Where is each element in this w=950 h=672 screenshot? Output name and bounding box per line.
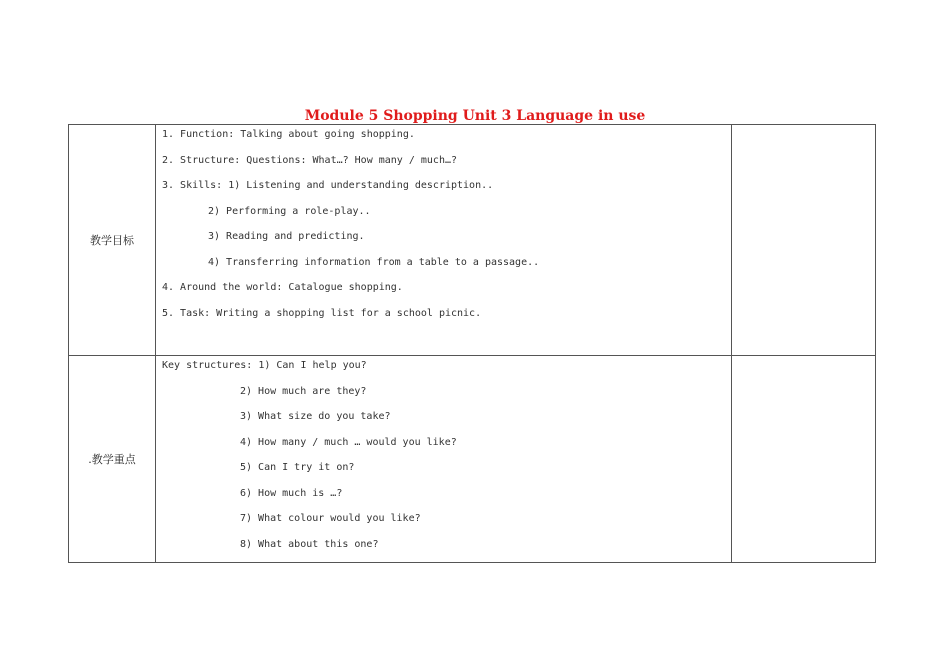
lesson-plan-table <box>68 124 876 563</box>
key-points-cell <box>156 356 732 563</box>
list-item: 3) What size do you take? <box>240 411 391 422</box>
list-item: 2. Structure: Questions: What…? How many / much…? <box>162 154 458 166</box>
document-title: Module 5 Shopping Unit 3 Language in use <box>304 108 646 124</box>
list-item: 1. Function: Talking about going shopping. <box>162 129 415 140</box>
notes-cell <box>732 125 876 356</box>
table-row <box>69 125 876 356</box>
objectives-cell <box>156 125 732 356</box>
notes-cell <box>732 356 876 563</box>
list-item: 6) How much is …? <box>240 487 343 499</box>
row-label: .教学重点 <box>69 356 156 563</box>
list-item: 5) Can I try it on? <box>240 462 355 473</box>
list-item: 3) Reading and predicting. <box>208 231 365 242</box>
list-item: 2) Performing a role-play.. <box>208 205 371 217</box>
list-item: 5. Task: Writing a shopping list for a school picnic. <box>162 307 482 319</box>
row-label: 教学目标 <box>69 125 156 356</box>
list-item: 8) What about this one? <box>240 538 379 550</box>
list-item: 4. Around the world: Catalogue shopping. <box>162 282 403 293</box>
list-item: 4) Transferring information from a table to a passage.. <box>208 256 540 268</box>
list-item: 3. Skills: 1) Listening and understanding description.. <box>162 180 494 191</box>
list-item: 7) What colour would you like? <box>240 513 421 524</box>
list-item: 2) How much are they? <box>240 385 367 397</box>
table-row <box>69 356 876 563</box>
list-item: Key structures: 1) Can I help you? <box>162 360 367 371</box>
list-item: 4) How many / much … would you like? <box>240 436 457 448</box>
